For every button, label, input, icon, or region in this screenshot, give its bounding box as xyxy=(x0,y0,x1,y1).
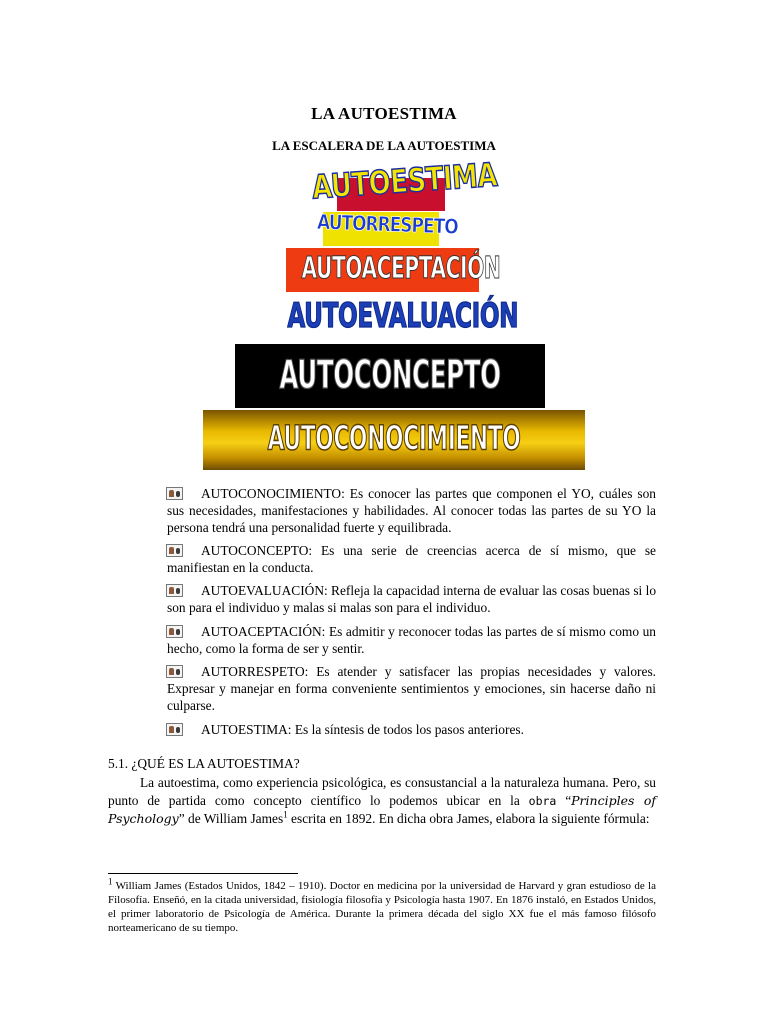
bullet-autoevaluacion xyxy=(167,582,656,616)
bullet-text: AUTOEVALUACIÓN: Refleja la capacidad interna de evaluar las cosas buenas si lo son para el individuo y malas si malas son para el individuo. xyxy=(167,583,657,615)
bullet-text: AUTOESTIMA: Es la síntesis de todos los pasos anteriores. xyxy=(201,722,524,737)
step-autorrespeto xyxy=(316,210,459,246)
page-title: LA AUTOESTIMA xyxy=(311,104,457,123)
portrait-bullet-icon xyxy=(166,544,183,557)
step-autoestima xyxy=(310,156,499,211)
book-title: Principles of Psychology xyxy=(108,793,656,826)
para-text-1: La autoestima, como experiencia psicológica, es consustancial a la naturaleza humana. Pero, su punto de partida como concepto científico lo podemos ubicar en la xyxy=(108,775,656,808)
bullet-autoaceptacion xyxy=(167,623,656,657)
para-close-quote: ” xyxy=(178,811,185,826)
para-open-quote: “ xyxy=(556,793,572,808)
para-text-2: de William James xyxy=(184,811,284,826)
bullet-autorrespeto xyxy=(167,663,656,714)
bullet-autoconocimiento xyxy=(167,485,656,536)
portrait-bullet-icon xyxy=(166,487,183,500)
step-autoconcepto-label: AUTOCONCEPTO xyxy=(279,352,501,399)
step-autorrespeto-label: AUTORRESPETO xyxy=(316,210,459,240)
footnote-text: William James (Estados Unidos, 1842 – 1910). Doctor en medicina por la universidad de Harvard y gran estudioso de la Filosofía. Enseñó, en la citada universidad, fisiología filosofía y Psicología hasta 1907. En 1876 instaló, en Estados Unidos, el primer laboratorio de Psicología de América. Durante la primera década del siglo XX fue el más famoso filósofo norteamericano de su tiempo. xyxy=(108,880,656,934)
footnote xyxy=(108,876,656,935)
portrait-bullet-icon xyxy=(166,584,183,597)
step-autoevaluacion xyxy=(270,296,518,338)
section-heading: 5.1. ¿QUÉ ES LA AUTOESTIMA? xyxy=(108,756,300,771)
footnote-number: 1 xyxy=(108,876,113,887)
portrait-bullet-icon xyxy=(166,723,183,736)
step-autoevaluacion-label: AUTOEVALUACIÓN xyxy=(287,297,519,336)
portrait-bullet-icon xyxy=(166,665,183,678)
bullet-text: AUTORRESPETO: Es atender y satisfacer las propias necesidades y valores. Expresar y manejar en forma conveniente sentimientos y emociones, sin hacerse daño ni culparse. xyxy=(167,664,656,713)
para-obra: obra xyxy=(528,794,557,808)
page-subtitle: LA ESCALERA DE LA AUTOESTIMA xyxy=(272,138,496,153)
step-autoaceptacion xyxy=(286,248,501,292)
bullet-autoestima xyxy=(167,721,656,738)
bullet-text: AUTOCONCEPTO: Es una serie de creencias acerca de sí mismo, que se manifiestan en la conducta. xyxy=(167,543,656,575)
step-autoaceptacion-label: AUTOACEPTACIÓN xyxy=(301,250,501,286)
step-autoestima-label: AUTOESTIMA xyxy=(310,156,499,208)
portrait-bullet-icon xyxy=(166,625,183,638)
body-paragraph xyxy=(108,774,656,828)
bullet-autoconcepto xyxy=(167,542,656,576)
step-autoconcepto xyxy=(235,344,545,408)
para-text-3: escrita en 1892. En dicha obra James, elabora la siguiente fórmula: xyxy=(287,811,650,826)
bullet-text: AUTOCONOCIMIENTO: Es conocer las partes que componen el YO, cuáles son sus necesidades, manifestaciones y habilidades. Al conocer todas las partes de su YO la persona tendrá una personalidad fuerte y equilibrada. xyxy=(167,486,656,535)
step-autoconocimiento xyxy=(203,410,585,470)
footnote-ref[interactable]: 1 xyxy=(283,809,288,820)
step-autoconocimiento-label: AUTOCONOCIMIENTO xyxy=(267,419,521,459)
bullet-text: AUTOACEPTACIÓN: Es admitir y reconocer todas las partes de sí mismo como un hecho, como la forma de ser y sentir. xyxy=(167,624,656,656)
footnote-divider xyxy=(108,873,298,874)
